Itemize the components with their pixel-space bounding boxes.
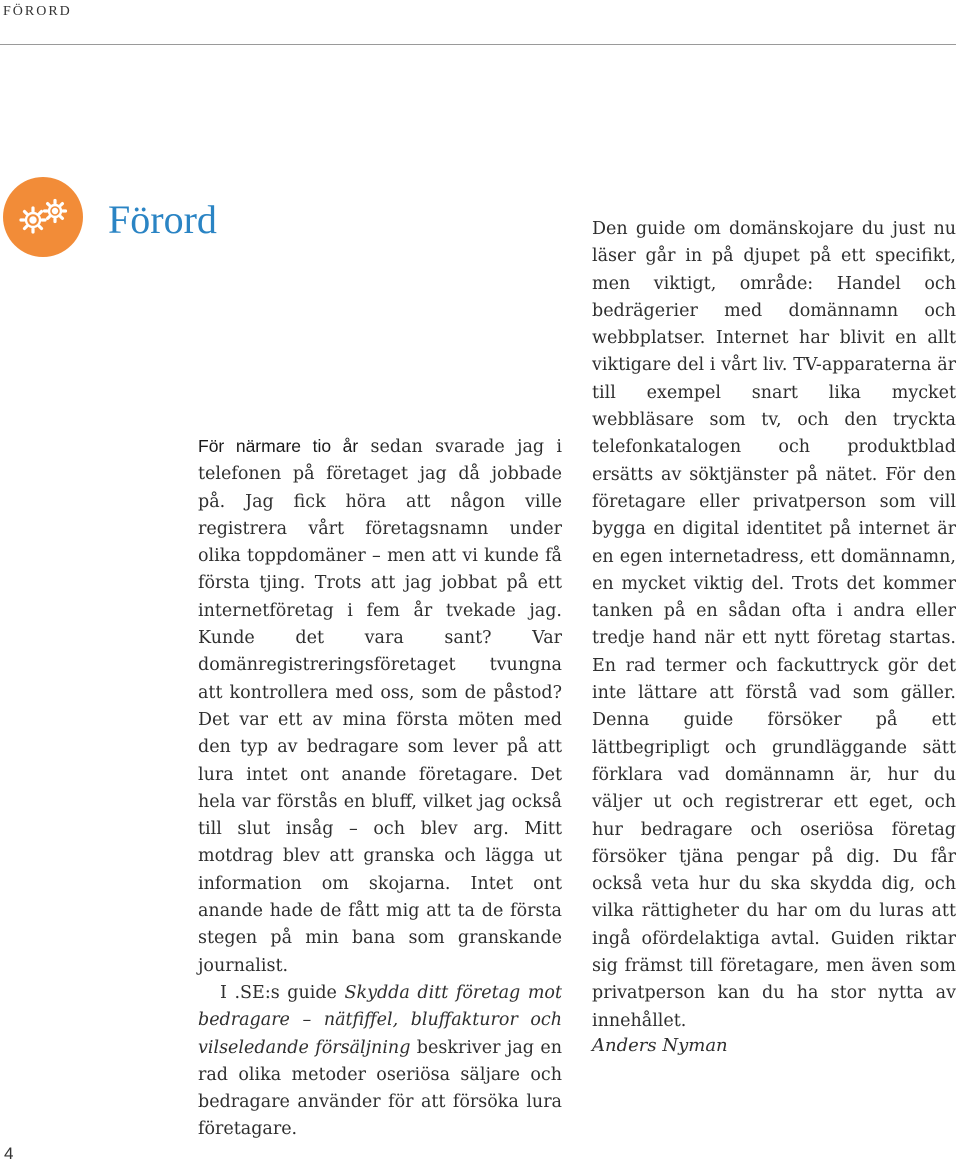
paragraph-text: Den guide om domänskojare du just nu läser går in på djupet på ett specifikt, men viktigt, område: Handel och bedrägerier med domännamn och webbplatser. Internet har blivit en allt viktigare del i vårt liv. TV-apparaterna är till exempel snart lika mycket webbläsare som tv, och den tryckta telefonkatalogen och produktblad ersätts av söktjänster på nätet. För den företagare eller privatperson som vill bygga en digital identitet på internet är en egen internetadress, ett domännamn, en mycket viktig del. Trots det kommer tanken på en sådan ofta i andra eller tredje hand när ett nytt företag startas. En rad termer och fackuttryck gör det inte lättare att förstå vad som gäller. Denna guide försöker på ett lättbegripligt och grundläggande sätt förklara vad domännamn är, hur du väljer ut och registrerar ett eget, och hur bedragare och oseriösa företag försöker tjäna pengar på dig. Du får också veta hur du ska skydda dig, och vilka rättigheter du har om du luras att ingå ofördelaktiga avtal. Guiden riktar sig främst till företagare, men även som privatperson kan du ha stor nytta av innehållet. [592, 219, 956, 1031]
paragraph-text: sedan svarade jag i telefonen på företaget jag då jobbade på. Jag fick höra att någon ville registrera vårt företagsnamn under olika toppdomäner – men att vi kunde få första tjing. Trots att jag jobbat på ett internetföretag i fem år tvekade jag. Kunde det vara sant? Var domänregistreringsföretaget tvungna att kontrollera med oss, som de påstod? Det var ett av mina första möten med den typ av bedragare som lever på att lura intet ont anande företagare. Det hela var förstås en bluff, vilket jag också till slut insåg – och blev arg. Mitt motdrag blev att granska och lägga ut information om skojarna. Intet ont anande hade de fått mig att ta de första stegen på min bana som granskande journalist. [198, 437, 562, 976]
page-number: 4 [4, 1144, 14, 1163]
paragraph-text: beskriver jag en rad olika metoder oseriösa säljare och bedragare använder för att försöka lura företagare. [198, 1037, 563, 1140]
header-rule [0, 44, 956, 45]
guide-title: Skydda ditt företag mot bedragare – nätfiffel, bluffakturor och vilseledande försäljning [198, 982, 562, 1058]
paragraph-guide [198, 980, 562, 1144]
chapter-logo [3, 177, 83, 257]
left-column [198, 433, 562, 1144]
right-column [592, 216, 956, 1035]
lead-in: För närmare tio år [198, 436, 359, 456]
signature: Anders Nyman [592, 1035, 728, 1056]
paragraph-intro [198, 433, 562, 980]
gears-icon [3, 177, 83, 257]
page-title: Förord [108, 197, 217, 242]
paragraph-text: I .SE:s guide [220, 982, 345, 1003]
running-head: FÖRORD [3, 4, 72, 19]
